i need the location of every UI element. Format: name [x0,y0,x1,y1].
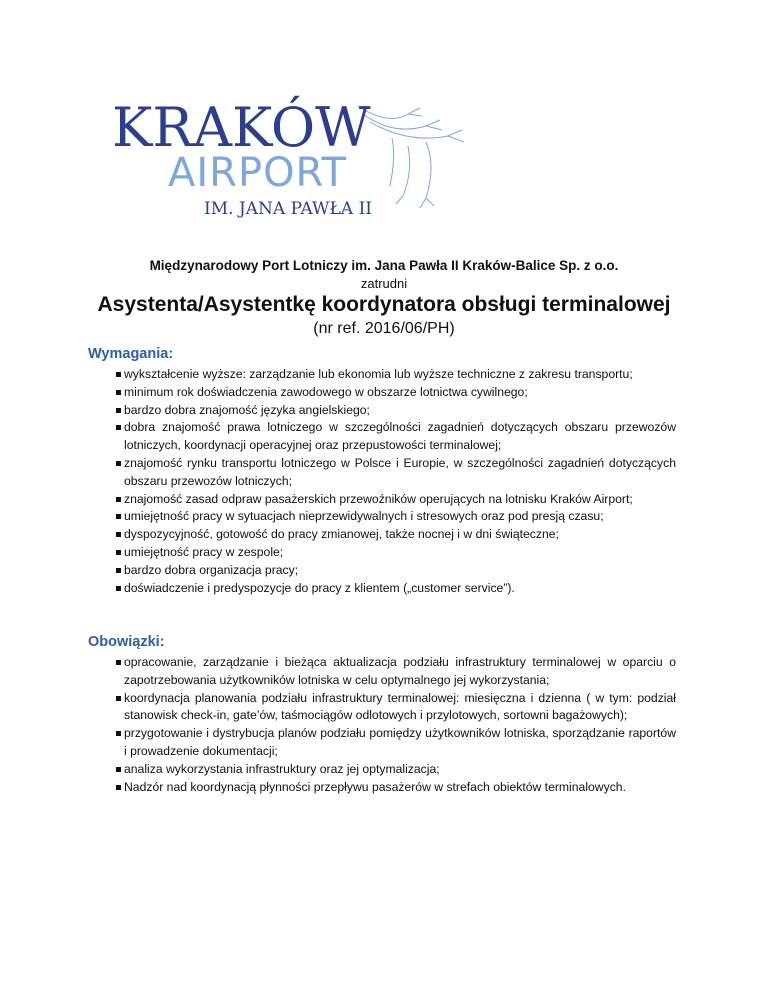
list-item [0,419,768,455]
requirement-text: bardzo dobra organizacja pracy; [124,562,299,577]
requirement-text: bardzo dobra znajomość języka angielskiego; [124,402,370,417]
duties-list [0,654,768,796]
list-item [0,384,768,402]
duties-heading: Obowiązki: [88,634,165,650]
list-item [0,725,768,761]
list-item [0,455,768,491]
list-item [0,580,768,598]
bullet-icon [116,532,121,537]
bullet-icon [116,514,121,519]
bullet-icon [116,785,121,790]
bullet-icon [116,696,121,701]
bullet-icon [116,550,121,555]
reference-number: (nr ref. 2016/06/PH) [313,320,455,337]
duty-text: przygotowanie i dystrybucja planów podziału pomiędzy użytkowników lotniska, sporządzanie raportów i prowadzenie dokumentacji; [124,726,676,758]
bullet-icon [116,372,121,377]
requirement-text: wykształcenie wyższe: zarządzanie lub ekonomia lub wyższe techniczne z zakresu transportu; [124,367,633,381]
list-item [0,654,768,690]
bullet-icon [116,497,121,502]
list-item [0,690,768,726]
duty-text: koordynacja planowania podziału infrastruktury terminalowej: miesięczna i dzienna ( w tym: podział stanowisk check-in, gate’ów, taśmociągów odlotowych i przylotowych, sortowni bagażowych); [124,690,676,723]
logo-line3: IM. JANA PAWŁA II [204,199,372,219]
bullet-icon [116,731,121,736]
logo-line2: AIRPORT [168,150,347,196]
list-item [0,526,768,544]
bullet-icon [116,425,121,430]
hires-text: zatrudni [360,276,408,291]
duty-text: analiza wykorzystania infrastruktury oraz jej optymalizacja; [124,761,440,776]
bullet-icon [116,461,121,466]
requirements-heading: Wymagania: [88,346,174,362]
list-item [0,562,768,580]
list-item [0,508,768,526]
bullet-icon [116,408,121,413]
list-item [0,544,768,562]
list-item [0,761,768,779]
requirement-text: dobra znajomość prawa lotniczego w szczególności zagadnień dotyczących obszaru przewozów lotniczych, koordynacji operacyjnej oraz przepustowości terminalowej; [124,420,676,453]
list-item [0,491,768,509]
bullet-icon [116,767,121,772]
requirement-text: umiejętność pracy w zespole; [124,544,284,559]
list-item [0,402,768,420]
duty-text: Nadzór nad koordynacją płynności przepływu pasażerów w strefach obiektów terminalowych. [124,779,626,794]
dandelion-seeds-icon [358,106,464,208]
requirement-text: umiejętność pracy w sytuacjach nieprzewidywalnych i stresowych oraz pod presją czasu; [124,509,604,524]
requirement-text: dyspozycyjność, gotowość do pracy zmianowej, także nocnej i w dni świąteczne; [124,527,559,542]
bullet-icon [116,586,121,591]
company-name: Międzynarodowy Port Lotniczy im. Jana Pawła II Kraków-Balice Sp. z o.o. [149,258,619,273]
logo-line1: KRAKÓW [112,96,371,159]
requirement-text: znajomość rynku transportu lotniczego w Polsce i Europie, w szczególności zagadnień dotyczących obszaru przewozów lotniczych; [124,455,676,488]
duty-text: opracowanie, zarządzanie i bieżąca aktualizacja podziału infrastruktury terminalowej w oparciu o zapotrzebowania użytkowników lotniska w celu optymalnego jej wykorzystania; [124,655,676,687]
list-item [0,779,768,797]
requirement-text: doświadczenie i predyspozycje do pracy z klientem („customer service”). [124,580,515,595]
requirement-text: minimum rok doświadczenia zawodowego w obszarze lotnictwa cywilnego; [124,384,528,399]
requirements-list [0,366,768,597]
bullet-icon [116,660,121,665]
logo-graphic [108,86,468,236]
bullet-icon [116,390,121,395]
list-item [0,366,768,384]
bullet-icon [116,568,121,573]
krakow-airport-logo [108,86,468,236]
position-title: Asystenta/Asystentkę koordynatora obsługi terminalowej [97,293,671,316]
requirement-text: znajomość zasad odpraw pasażerskich przewoźników operujących na lotnisku Kraków Airport; [124,491,633,506]
